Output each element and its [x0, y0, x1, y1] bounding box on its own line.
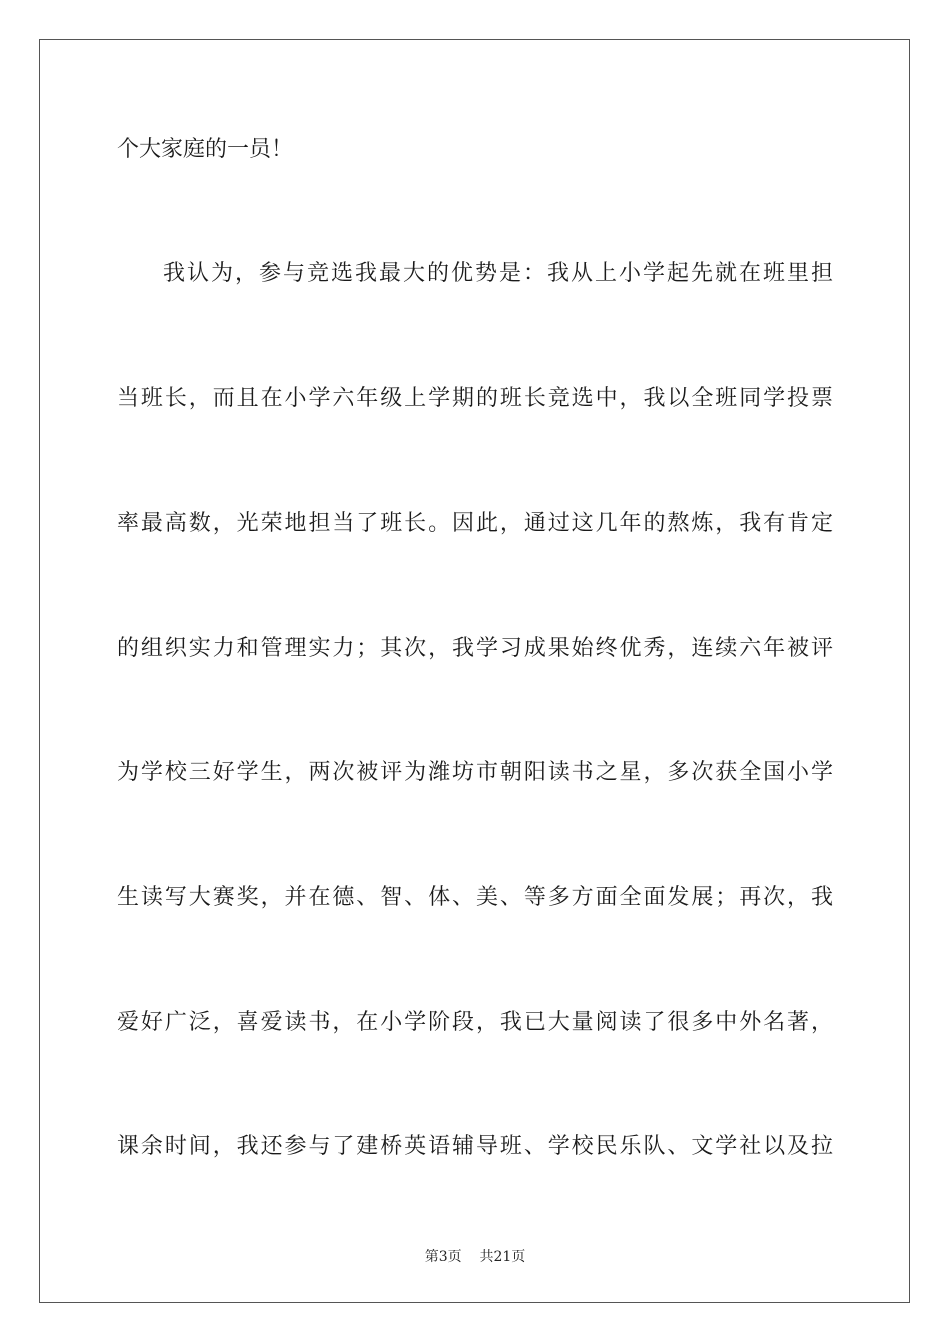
- page-border: [39, 39, 910, 1303]
- body-text-line-3: 当班长，而且在小学六年级上学期的班长竞选中，我以全班同学投票: [117, 386, 833, 411]
- body-text-line-5: 的组织实力和管理实力；其次，我学习成果始终优秀，连续六年被评: [117, 636, 833, 661]
- body-text-line-2: 我认为，参与竞选我最大的优势是：我从上小学起先就在班里担: [163, 261, 833, 286]
- body-text-line-4: 率最高数，光荣地担当了班长。因此，通过这几年的熬炼，我有肯定: [117, 511, 833, 536]
- page-number-footer: 第3页 共21页: [424, 1249, 526, 1265]
- body-text-line-9: 课余时间，我还参与了建桥英语辅导班、学校民乐队、文学社以及拉: [117, 1134, 833, 1159]
- body-text-line-1: 个大家庭的一员！: [117, 137, 294, 162]
- body-text-line-7: 生读写大赛奖，并在德、智、体、美、等多方面全面发展；再次，我: [117, 885, 833, 910]
- body-text-line-6: 为学校三好学生，两次被评为潍坊市朝阳读书之星，多次获全国小学: [117, 760, 833, 785]
- body-text-line-8: 爱好广泛，喜爱读书，在小学阶段，我已大量阅读了很多中外名著，: [117, 1010, 833, 1035]
